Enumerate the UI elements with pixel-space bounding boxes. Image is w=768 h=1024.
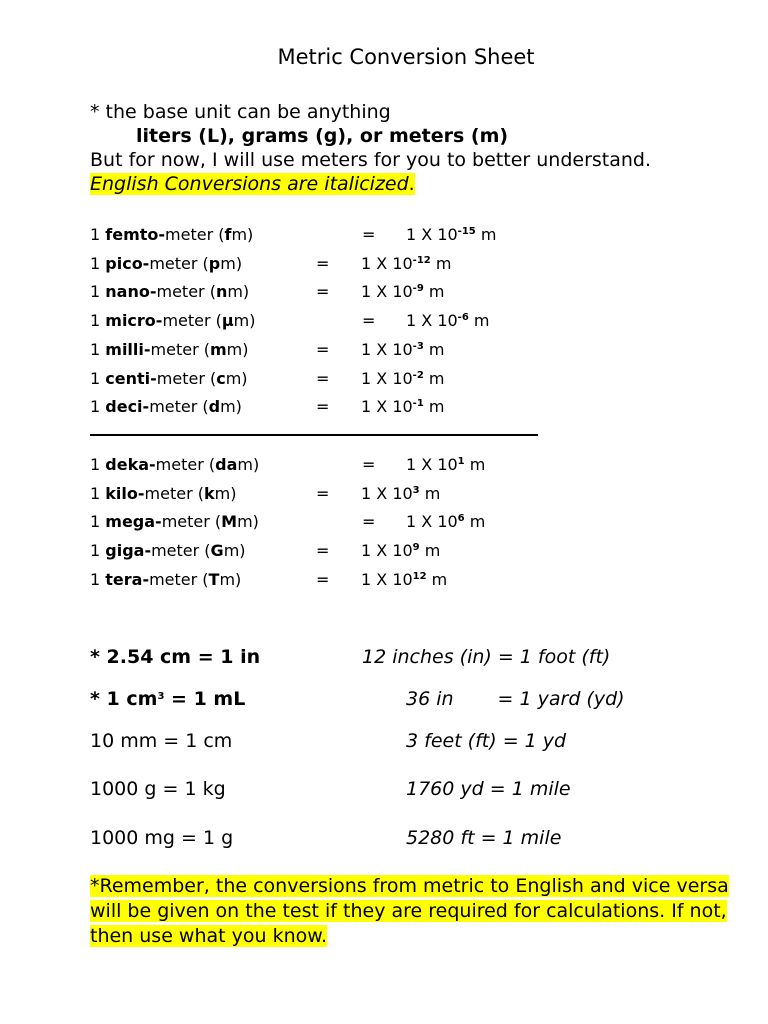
value-exponent: 12 [412, 570, 427, 582]
intro-line-4 [90, 173, 415, 195]
equals-sign: = [316, 541, 330, 561]
unit-name [90, 253, 242, 275]
unit-prefix: micro- [105, 311, 163, 331]
unit-base: meter ( [144, 483, 204, 503]
unit-qty: 1 [90, 282, 106, 302]
unit-base: meter ( [149, 569, 209, 589]
value-base: 1 X 10 [406, 225, 458, 244]
scientific-value [361, 281, 444, 303]
value-unit: m [426, 569, 448, 589]
conv-in-yd-a: 36 in [406, 688, 454, 710]
conv-cm3-ml [90, 688, 245, 710]
unit-sym-unit: m) [237, 512, 259, 532]
value-exponent: -9 [412, 283, 424, 295]
intro-line-1: * the base unit can be anything [90, 101, 391, 123]
value-base: 1 X 10 [406, 455, 458, 474]
unit-sym: T [208, 569, 220, 589]
unit-base: meter ( [149, 253, 209, 273]
equals-sign: = [316, 282, 330, 302]
unit-base: meter ( [156, 368, 217, 388]
value-unit: m [430, 253, 452, 273]
unit-base: meter ( [156, 282, 216, 302]
conv-in-yd-b: = 1 yard (yd) [497, 688, 625, 710]
value-unit: m [468, 311, 490, 331]
unit-prefix: femto- [105, 225, 166, 244]
conv-yd-mile: 1760 yd = 1 mile [406, 778, 571, 800]
conv-g-kg: 1000 g = 1 kg [90, 778, 226, 800]
unit-sym: m [209, 339, 227, 359]
value-base: 1 X 10 [361, 339, 413, 359]
value-exponent: -15 [457, 226, 476, 237]
equals-sign: = [316, 569, 330, 589]
unit-sym: c [216, 368, 226, 388]
unit-name [90, 310, 256, 332]
unit-prefix: deci- [105, 397, 150, 417]
scientific-value [406, 310, 489, 332]
scientific-value [406, 454, 485, 476]
scientific-value [361, 569, 447, 591]
unit-prefix: giga- [105, 541, 152, 561]
unit-qty: 1 [90, 253, 106, 273]
conv-cm3-post: = 1 mL [164, 688, 246, 710]
italic-note-period: . [408, 173, 415, 195]
value-base: 1 X 10 [361, 541, 413, 561]
unit-name [90, 511, 259, 533]
scientific-value [361, 368, 444, 390]
value-unit: m [464, 455, 486, 474]
value-base: 1 X 10 [361, 368, 413, 388]
value-exponent: -6 [457, 312, 469, 324]
unit-sym: n [215, 282, 228, 302]
unit-prefix: kilo- [105, 483, 145, 503]
scientific-value [361, 540, 440, 562]
unit-base: meter ( [162, 311, 222, 331]
scientific-value [406, 224, 496, 246]
unit-sym-unit: m) [214, 483, 237, 503]
reminder-text: *Remember, the conversions from metric to English and vice versa will be given on the test if they are required for calculations. If not, then use what you know. [90, 875, 729, 947]
equals-sign: = [316, 253, 330, 273]
unit-base: meter ( [155, 455, 216, 474]
reminder-note [90, 874, 730, 949]
value-unit: m [475, 225, 497, 244]
conv-ft-mile: 5280 ft = 1 mile [406, 827, 562, 849]
unit-base: meter ( [149, 397, 209, 417]
unit-prefix: nano- [105, 282, 157, 302]
unit-base: meter ( [161, 512, 222, 532]
value-exponent: -3 [412, 340, 424, 352]
unit-sym-unit: m) [231, 225, 254, 244]
unit-sym-unit: m) [226, 339, 249, 359]
unit-prefix: deka- [105, 455, 156, 474]
unit-sym-unit: m) [227, 282, 250, 302]
value-unit: m [464, 512, 486, 532]
value-base: 1 X 10 [406, 512, 458, 532]
unit-name [90, 540, 246, 562]
unit-sym: da [215, 455, 238, 474]
unit-prefix: tera- [105, 569, 150, 589]
scientific-value [361, 253, 451, 275]
value-base: 1 X 10 [406, 311, 458, 331]
value-base: 1 X 10 [361, 282, 413, 302]
scientific-value [406, 511, 485, 533]
unit-name [90, 368, 248, 390]
unit-prefix: centi- [105, 368, 157, 388]
unit-name [90, 454, 259, 476]
equals-sign: = [316, 368, 330, 388]
value-base: 1 X 10 [361, 253, 413, 273]
scientific-value [361, 339, 444, 361]
value-unit: m [419, 541, 441, 561]
unit-qty: 1 [90, 455, 106, 474]
page-title: Metric Conversion Sheet [277, 45, 535, 69]
scientific-value [361, 396, 444, 418]
equals-sign: = [362, 225, 376, 244]
unit-base: meter ( [165, 225, 225, 244]
unit-prefix: mega- [105, 512, 162, 532]
value-exponent: 3 [412, 484, 420, 496]
conv-cm3-pre: * 1 cm [90, 688, 158, 710]
unit-qty: 1 [90, 339, 106, 359]
unit-sym: G [210, 541, 224, 561]
conv-cm-in: * 2.54 cm = 1 in [90, 646, 261, 668]
unit-qty: 1 [90, 512, 106, 532]
unit-qty: 1 [90, 225, 106, 244]
unit-qty: 1 [90, 368, 106, 388]
unit-sym-unit: m) [219, 569, 242, 589]
unit-name [90, 396, 242, 418]
unit-base: meter ( [150, 339, 210, 359]
value-unit: m [423, 282, 445, 302]
scientific-value [361, 483, 440, 505]
equals-sign: = [316, 339, 330, 359]
unit-sym: M [221, 512, 238, 532]
value-base: 1 X 10 [361, 569, 413, 589]
equals-sign: = [362, 512, 376, 532]
conv-mg-g: 1000 mg = 1 g [90, 827, 234, 849]
unit-qty: 1 [90, 483, 106, 503]
value-exponent: 9 [412, 542, 420, 554]
unit-qty: 1 [90, 311, 106, 331]
intro-base-units: liters (L), grams (g), or meters (m) [136, 125, 509, 147]
conv-in-yd [406, 688, 625, 710]
value-unit: m [423, 339, 445, 359]
unit-name [90, 483, 236, 505]
unit-base: meter ( [151, 541, 211, 561]
value-exponent: 6 [457, 513, 465, 525]
equals-sign: = [316, 397, 330, 417]
conv-ft-yd: 3 feet (ft) = 1 yd [406, 730, 567, 752]
equals-sign: = [362, 455, 376, 474]
value-exponent: 1 [457, 456, 465, 467]
unit-sym-unit: m) [223, 541, 246, 561]
italic-note: English Conversions are italicized [90, 173, 409, 195]
value-base: 1 X 10 [361, 483, 413, 503]
equals-sign: = [316, 483, 330, 503]
value-exponent: -1 [412, 398, 424, 410]
unit-sym: p [208, 253, 221, 273]
value-exponent: -2 [412, 369, 424, 381]
unit-name [90, 569, 241, 591]
unit-prefix: milli- [105, 339, 151, 359]
unit-sym-unit: m) [220, 253, 243, 273]
unit-sym-unit: m) [225, 368, 248, 388]
value-base: 1 X 10 [361, 397, 413, 417]
unit-sym: d [208, 397, 221, 417]
unit-sym-unit: m) [237, 455, 260, 474]
unit-sym-unit: m) [220, 397, 242, 417]
value-exponent: -12 [412, 254, 431, 266]
unit-qty: 1 [90, 397, 106, 417]
unit-sym: f [224, 225, 232, 244]
value-unit: m [423, 368, 445, 388]
intro-line-3: But for now, I will use meters for you to better understand. [90, 149, 652, 171]
conv-in-ft: 12 inches (in) = 1 foot (ft) [362, 646, 611, 668]
unit-sym: µ [221, 311, 234, 331]
unit-qty: 1 [90, 541, 106, 561]
unit-name [90, 224, 253, 246]
value-unit: m [419, 483, 441, 503]
unit-name [90, 339, 248, 361]
equals-sign: = [362, 311, 376, 331]
value-unit: m [423, 397, 445, 417]
unit-prefix: pico- [105, 253, 150, 273]
conv-mm-cm: 10 mm = 1 cm [90, 730, 233, 752]
unit-sym-unit: m) [233, 311, 256, 331]
unit-qty: 1 [90, 569, 106, 589]
unit-sym: k [203, 483, 215, 503]
unit-name [90, 281, 249, 303]
conv-cm3-exp: 3 [157, 691, 165, 702]
separator-line [90, 434, 538, 436]
